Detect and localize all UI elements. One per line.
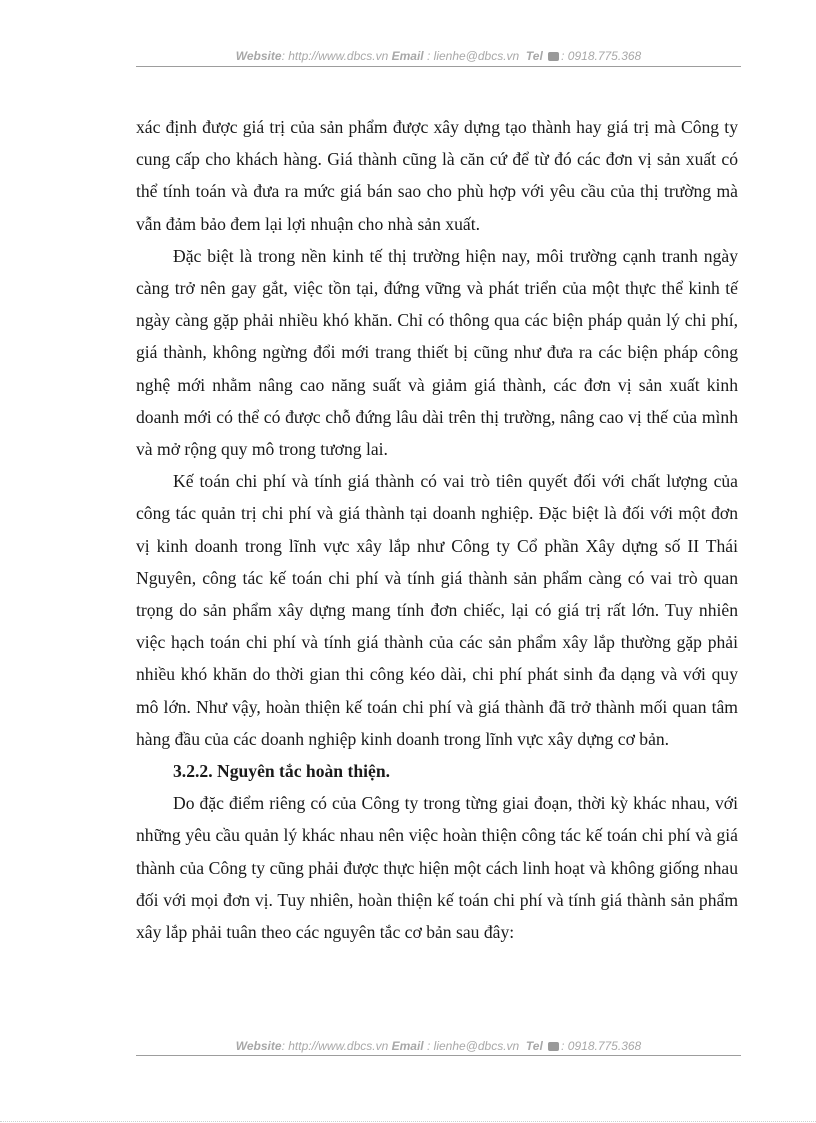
header-rule xyxy=(136,66,741,67)
paragraph-4: Do đặc điểm riêng có của Công ty trong từng giai đoạn, thời kỳ khác nhau, với những yêu cầu quản lý khác nhau nên việc hoàn thiện công tác kế toán chi phí và giá thành của Công ty cũng phải được thực hiện một cách linh hoạt và không giống nhau đối với mọi đơn vị. Tuy nhiên, hoàn thiện kế toán chi phí và tính giá thành sản phẩm xây lắp phải tuân theo các nguyên tắc cơ bản sau đây: xyxy=(136,793,738,943)
document-body xyxy=(136,111,738,948)
page-footer xyxy=(136,1039,741,1053)
section-heading: 3.2.2. Nguyên tắc hoàn thiện. xyxy=(173,761,391,782)
paragraph-1: xác định được giá trị của sản phẩm được xây dựng tạo thành hay giá trị mà Công ty cung cấp cho khách hàng. Giá thành cũng là căn cứ để từ đó các đơn vị sản xuất có thể tính toán và đưa ra mức giá bán sao cho phù hợp với yêu cầu của thị trường mà vẫn đảm bảo đem lại lợi nhuận cho nhà sản xuất. xyxy=(136,117,738,234)
footer-tel-value: : 0918.775.368 xyxy=(561,1039,642,1053)
header-tel-value: : 0918.775.368 xyxy=(561,49,642,63)
footer-email-label: Email xyxy=(391,1039,424,1053)
page-bottom-border xyxy=(0,1121,816,1122)
header-email-value: : lienhe@dbcs.vn xyxy=(426,49,520,63)
footer-website-value: : http://www.dbcs.vn xyxy=(281,1039,389,1053)
footer-tel-label: Tel xyxy=(525,1039,543,1053)
header-website-label: Website xyxy=(235,49,282,63)
header-website-value: : http://www.dbcs.vn xyxy=(281,49,389,63)
footer-rule xyxy=(136,1055,741,1056)
footer-email-value: : lienhe@dbcs.vn xyxy=(426,1039,520,1053)
phone-icon xyxy=(548,52,559,61)
header-email-label: Email xyxy=(391,49,424,63)
phone-icon xyxy=(548,1042,559,1051)
footer-website-label: Website xyxy=(235,1039,282,1053)
header-tel-label: Tel xyxy=(525,49,543,63)
paragraph-2: Đặc biệt là trong nền kinh tế thị trường hiện nay, môi trường cạnh tranh ngày càng trở nên gay gắt, việc tồn tại, đứng vững và phát triển của một thực thể kinh tế ngày càng gặp phải nhiều khó khăn. Chỉ có thông qua các biện pháp quản lý chi phí, giá thành, không ngừng đổi mới trang thiết bị cũng như đưa ra các biện pháp công nghệ mới nhằm nâng cao năng suất và giảm giá thành, các đơn vị sản xuất kinh doanh mới có thể có được chỗ đứng lâu dài trên thị trường, nâng cao vị thế của mình và mở rộng quy mô trong tương lai. xyxy=(136,245,738,460)
paragraph-3: Kế toán chi phí và tính giá thành có vai trò tiên quyết đối với chất lượng của công tác quản trị chi phí và giá thành tại doanh nghiệp. Đặc biệt là đối với một đơn vị kinh doanh trong lĩnh vực xây lắp như Công ty Cổ phần Xây dựng số II Thái Nguyên, công tác kế toán chi phí và tính giá thành sản phẩm càng có vai trò quan trọng do sản phẩm xây dựng mang tính đơn chiếc, lại có giá trị rất lớn. Tuy nhiên việc hạch toán chi phí và tính giá thành của các sản phẩm xây lắp thường gặp phải nhiều khó khăn do thời gian thi công kéo dài, chi phí phát sinh đa dạng và với quy mô lớn. Như vậy, hoàn thiện kế toán chi phí và giá thành đã trở thành mối quan tâm hàng đầu của các doanh nghiệp kinh doanh trong lĩnh vực xây dựng cơ bản. xyxy=(136,471,738,749)
page-header xyxy=(136,49,741,63)
